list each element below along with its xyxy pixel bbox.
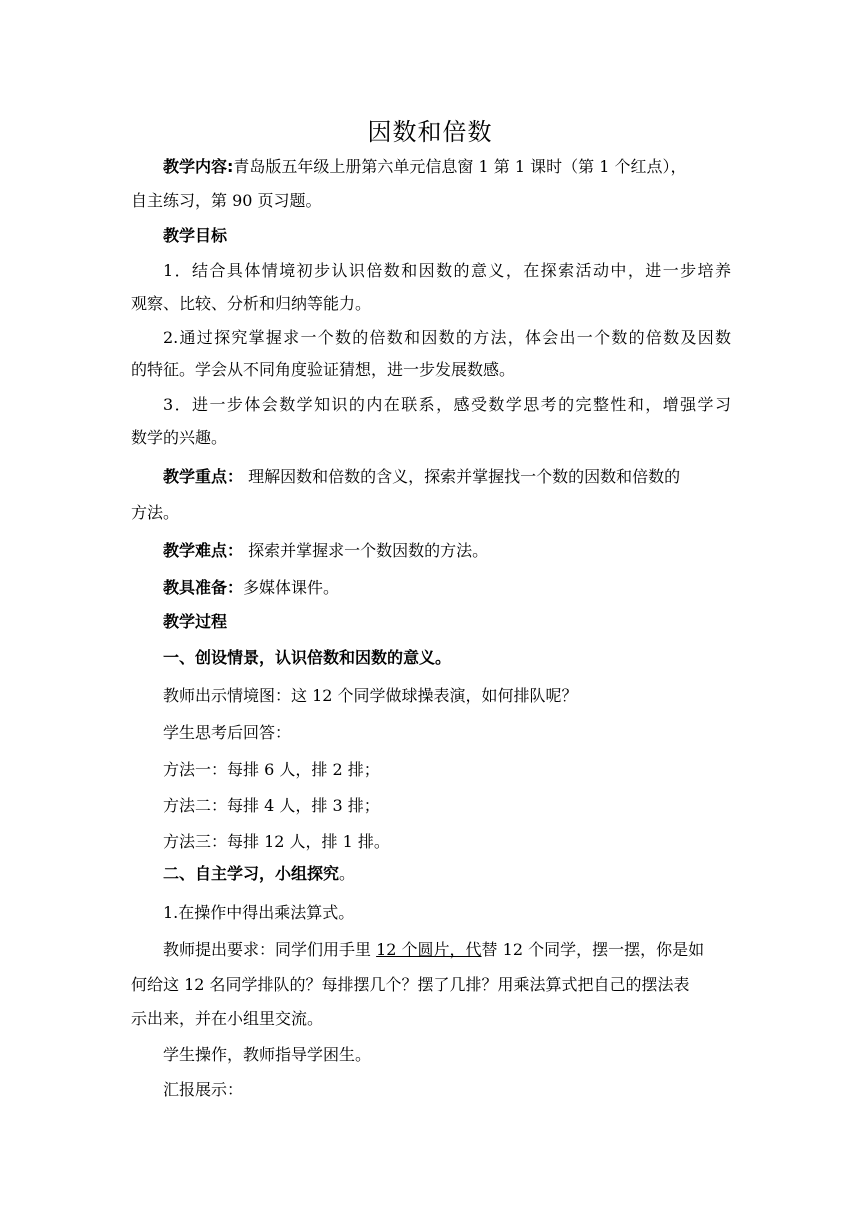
- difficulty-label: 教学难点：: [163, 541, 244, 560]
- section-2-paragraph-2-line-1: [163, 940, 763, 960]
- key-points-line-2: 方法。: [131, 503, 180, 522]
- page-title: 因数和倍数: [367, 118, 493, 146]
- section-1-paragraph-2: 学生思考后回答：: [163, 723, 292, 742]
- section-2-paragraph-2-line-3: 示出来，并在小组里交流。: [131, 1009, 324, 1028]
- objectives-heading: 教学目标: [163, 226, 228, 245]
- section-2-heading-tail: 。: [339, 864, 356, 883]
- section-2-heading: [163, 864, 763, 884]
- preparation-line: [163, 578, 763, 598]
- underlined-text: 12 个圆片，代: [376, 940, 482, 959]
- section-2-paragraph-3: 学生操作，教师指导学困生。: [163, 1045, 372, 1064]
- section-1-heading: 一、创设情景，认识倍数和因数的意义。: [163, 648, 452, 667]
- process-heading: 教学过程: [163, 612, 228, 631]
- method-2: 方法二：每排 4 人，排 3 排；: [163, 796, 380, 815]
- preparation-label: 教具准备：: [163, 578, 244, 597]
- objective-1-line-1: 1．结合具体情境初步认识倍数和因数的意义，在探索活动中，进一步培养: [163, 261, 731, 280]
- method-3: 方法三：每排 12 人，排 1 排。: [163, 832, 390, 851]
- key-points-text: 理解因数和倍数的含义，探索并掌握找一个数的因数和倍数的: [243, 467, 681, 486]
- paragraph-2-part-a: 教师提出要求：同学们用手里: [163, 940, 377, 959]
- objective-3-line-2: 数学的兴趣。: [131, 428, 228, 447]
- objective-1-line-2: 观察、比较、分析和归纳等能力。: [131, 294, 372, 313]
- preparation-text: 多媒体课件。: [243, 578, 340, 597]
- key-points-line-1: [163, 467, 763, 487]
- objective-2-line-2: 的特征。学会从不同角度验证猜想，进一步发展数感。: [131, 360, 516, 379]
- content-label: 教学内容:: [163, 157, 234, 176]
- method-1: 方法一：每排 6 人，排 2 排；: [163, 760, 380, 779]
- content-line-2: 自主练习，第 90 页习题。: [131, 191, 322, 210]
- section-2-heading-bold: 二、自主学习，小组探究: [163, 864, 340, 883]
- section-1-paragraph-1: 教师出示情境图：这 12 个同学做球操表演，如何排队呢？: [163, 686, 578, 705]
- objective-3-line-1: 3．进一步体会数学知识的内在联系，感受数学思考的完整性和，增强学习: [163, 395, 731, 414]
- difficulty-line: [163, 541, 763, 561]
- content-line-1: [163, 157, 763, 177]
- objective-2-line-1: 2.通过探究掌握求一个数的倍数和因数的方法，体会出一个数的倍数及因数: [163, 328, 731, 347]
- section-2-paragraph-2-line-2: 何给这 12 名同学排队的？每排摆几个？摆了几排？用乘法算式把自己的摆法表: [131, 975, 690, 994]
- key-points-label: 教学重点：: [163, 467, 244, 486]
- section-2-paragraph-4: 汇报展示：: [163, 1080, 244, 1099]
- section-2-paragraph-1: 1.在操作中得出乘法算式。: [163, 903, 355, 922]
- paragraph-2-part-b: 替 12 个同学，摆一摆，你是如: [481, 940, 705, 959]
- content-text-1: 青岛版五年级上册第六单元信息窗 1 第 1 课时（第 1 个红点），: [233, 157, 687, 176]
- difficulty-text: 探索并掌握求一个数因数的方法。: [243, 541, 489, 560]
